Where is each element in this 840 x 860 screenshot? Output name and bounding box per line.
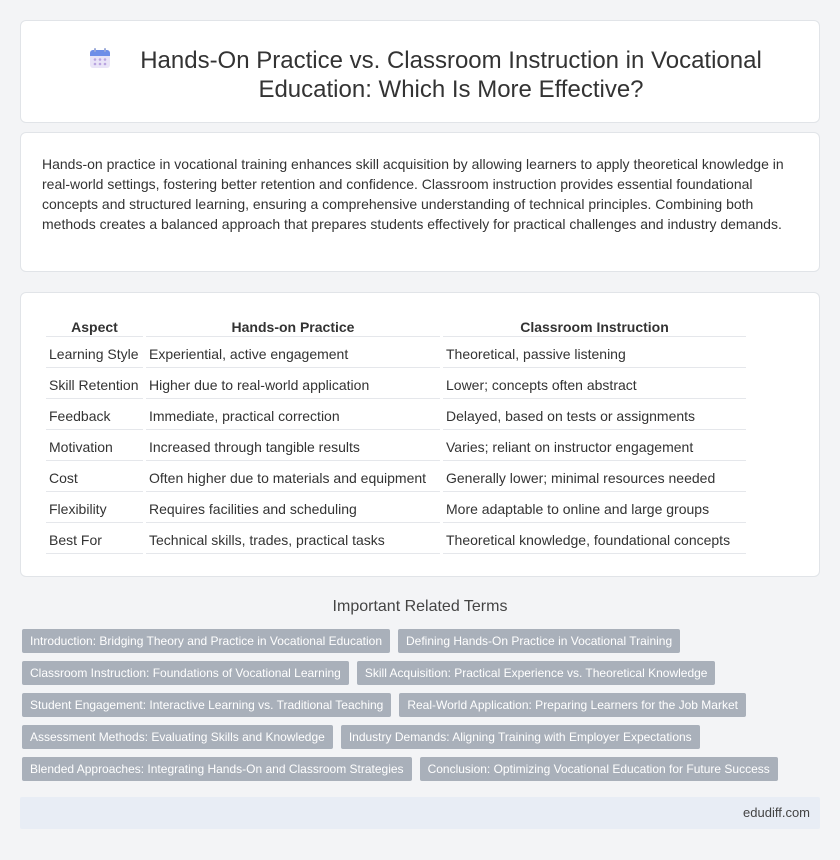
page-title: Hands-On Practice vs. Classroom Instruction in Vocational Education: Which Is More Effective? <box>140 47 762 103</box>
table-row <box>46 495 746 523</box>
cell-aspect: Motivation <box>46 433 143 461</box>
tag-row <box>22 693 822 717</box>
related-tag[interactable]: Defining Hands-On Practice in Vocational Training <box>398 629 680 653</box>
related-tag[interactable]: Assessment Methods: Evaluating Skills and Knowledge <box>22 725 333 749</box>
table-row <box>46 464 746 492</box>
related-tag[interactable]: Conclusion: Optimizing Vocational Education for Future Success <box>420 757 778 781</box>
cell-classroom: Theoretical, passive listening <box>443 340 746 368</box>
cell-aspect: Skill Retention <box>46 371 143 399</box>
table-row <box>46 526 746 554</box>
related-tag[interactable]: Real-World Application: Preparing Learners for the Job Market <box>399 693 746 717</box>
header-hands-on: Hands-on Practice <box>146 315 440 337</box>
related-terms-tags <box>22 629 822 789</box>
cell-classroom: Lower; concepts often abstract <box>443 371 746 399</box>
header-classroom: Classroom Instruction <box>443 315 746 337</box>
cell-classroom: Varies; reliant on instructor engagement <box>443 433 746 461</box>
table-row <box>46 371 746 399</box>
related-tag[interactable]: Skill Acquisition: Practical Experience vs. Theoretical Knowledge <box>357 661 716 685</box>
comparison-table-card <box>20 292 820 577</box>
cell-hands-on: Requires facilities and scheduling <box>146 495 440 523</box>
related-tag[interactable]: Student Engagement: Interactive Learning vs. Traditional Teaching <box>22 693 391 717</box>
cell-hands-on: Immediate, practical correction <box>146 402 440 430</box>
cell-hands-on: Often higher due to materials and equipment <box>146 464 440 492</box>
table-row <box>46 402 746 430</box>
comparison-table <box>43 312 749 557</box>
cell-aspect: Flexibility <box>46 495 143 523</box>
cell-aspect: Learning Style <box>46 340 143 368</box>
calendar-icon <box>89 47 111 69</box>
cell-classroom: Delayed, based on tests or assignments <box>443 402 746 430</box>
cell-hands-on: Higher due to real-world application <box>146 371 440 399</box>
related-tag[interactable]: Classroom Instruction: Foundations of Vocational Learning <box>22 661 349 685</box>
cell-hands-on: Technical skills, trades, practical tasks <box>146 526 440 554</box>
table-row <box>46 340 746 368</box>
cell-hands-on: Increased through tangible results <box>146 433 440 461</box>
cell-aspect: Best For <box>46 526 143 554</box>
cell-classroom: Theoretical knowledge, foundational concepts <box>443 526 746 554</box>
related-tag[interactable]: Introduction: Bridging Theory and Practice in Vocational Education <box>22 629 390 653</box>
related-tag[interactable]: Blended Approaches: Integrating Hands-On and Classroom Strategies <box>22 757 412 781</box>
intro-card <box>20 132 820 272</box>
related-terms-title: Important Related Terms <box>332 598 508 615</box>
tag-row <box>22 725 822 749</box>
tag-row <box>22 629 822 653</box>
table-header-row <box>46 315 746 337</box>
cell-hands-on: Experiential, active engagement <box>146 340 440 368</box>
table-row <box>46 433 746 461</box>
intro-paragraph: Hands-on practice in vocational training enhances skill acquisition by allowing learners to apply theoretical knowledge in real-world settings, fostering better retention and confidence. Classroom instruction provides essential foundational concepts and structured learning, ensuring a comprehensive understanding of technical principles. Combining both methods creates a balanced approach that prepares students effectively for practical challenges and industry demands. <box>42 156 784 232</box>
cell-aspect: Cost <box>46 464 143 492</box>
cell-classroom: Generally lower; minimal resources needed <box>443 464 746 492</box>
cell-classroom: More adaptable to online and large groups <box>443 495 746 523</box>
cell-aspect: Feedback <box>46 402 143 430</box>
tag-row <box>22 661 822 685</box>
related-tag[interactable]: Industry Demands: Aligning Training with Employer Expectations <box>341 725 700 749</box>
tag-row <box>22 757 822 781</box>
header-aspect: Aspect <box>46 315 143 337</box>
site-name[interactable]: edudiff.com <box>743 805 810 820</box>
footer <box>20 797 820 829</box>
title-card <box>20 20 820 123</box>
